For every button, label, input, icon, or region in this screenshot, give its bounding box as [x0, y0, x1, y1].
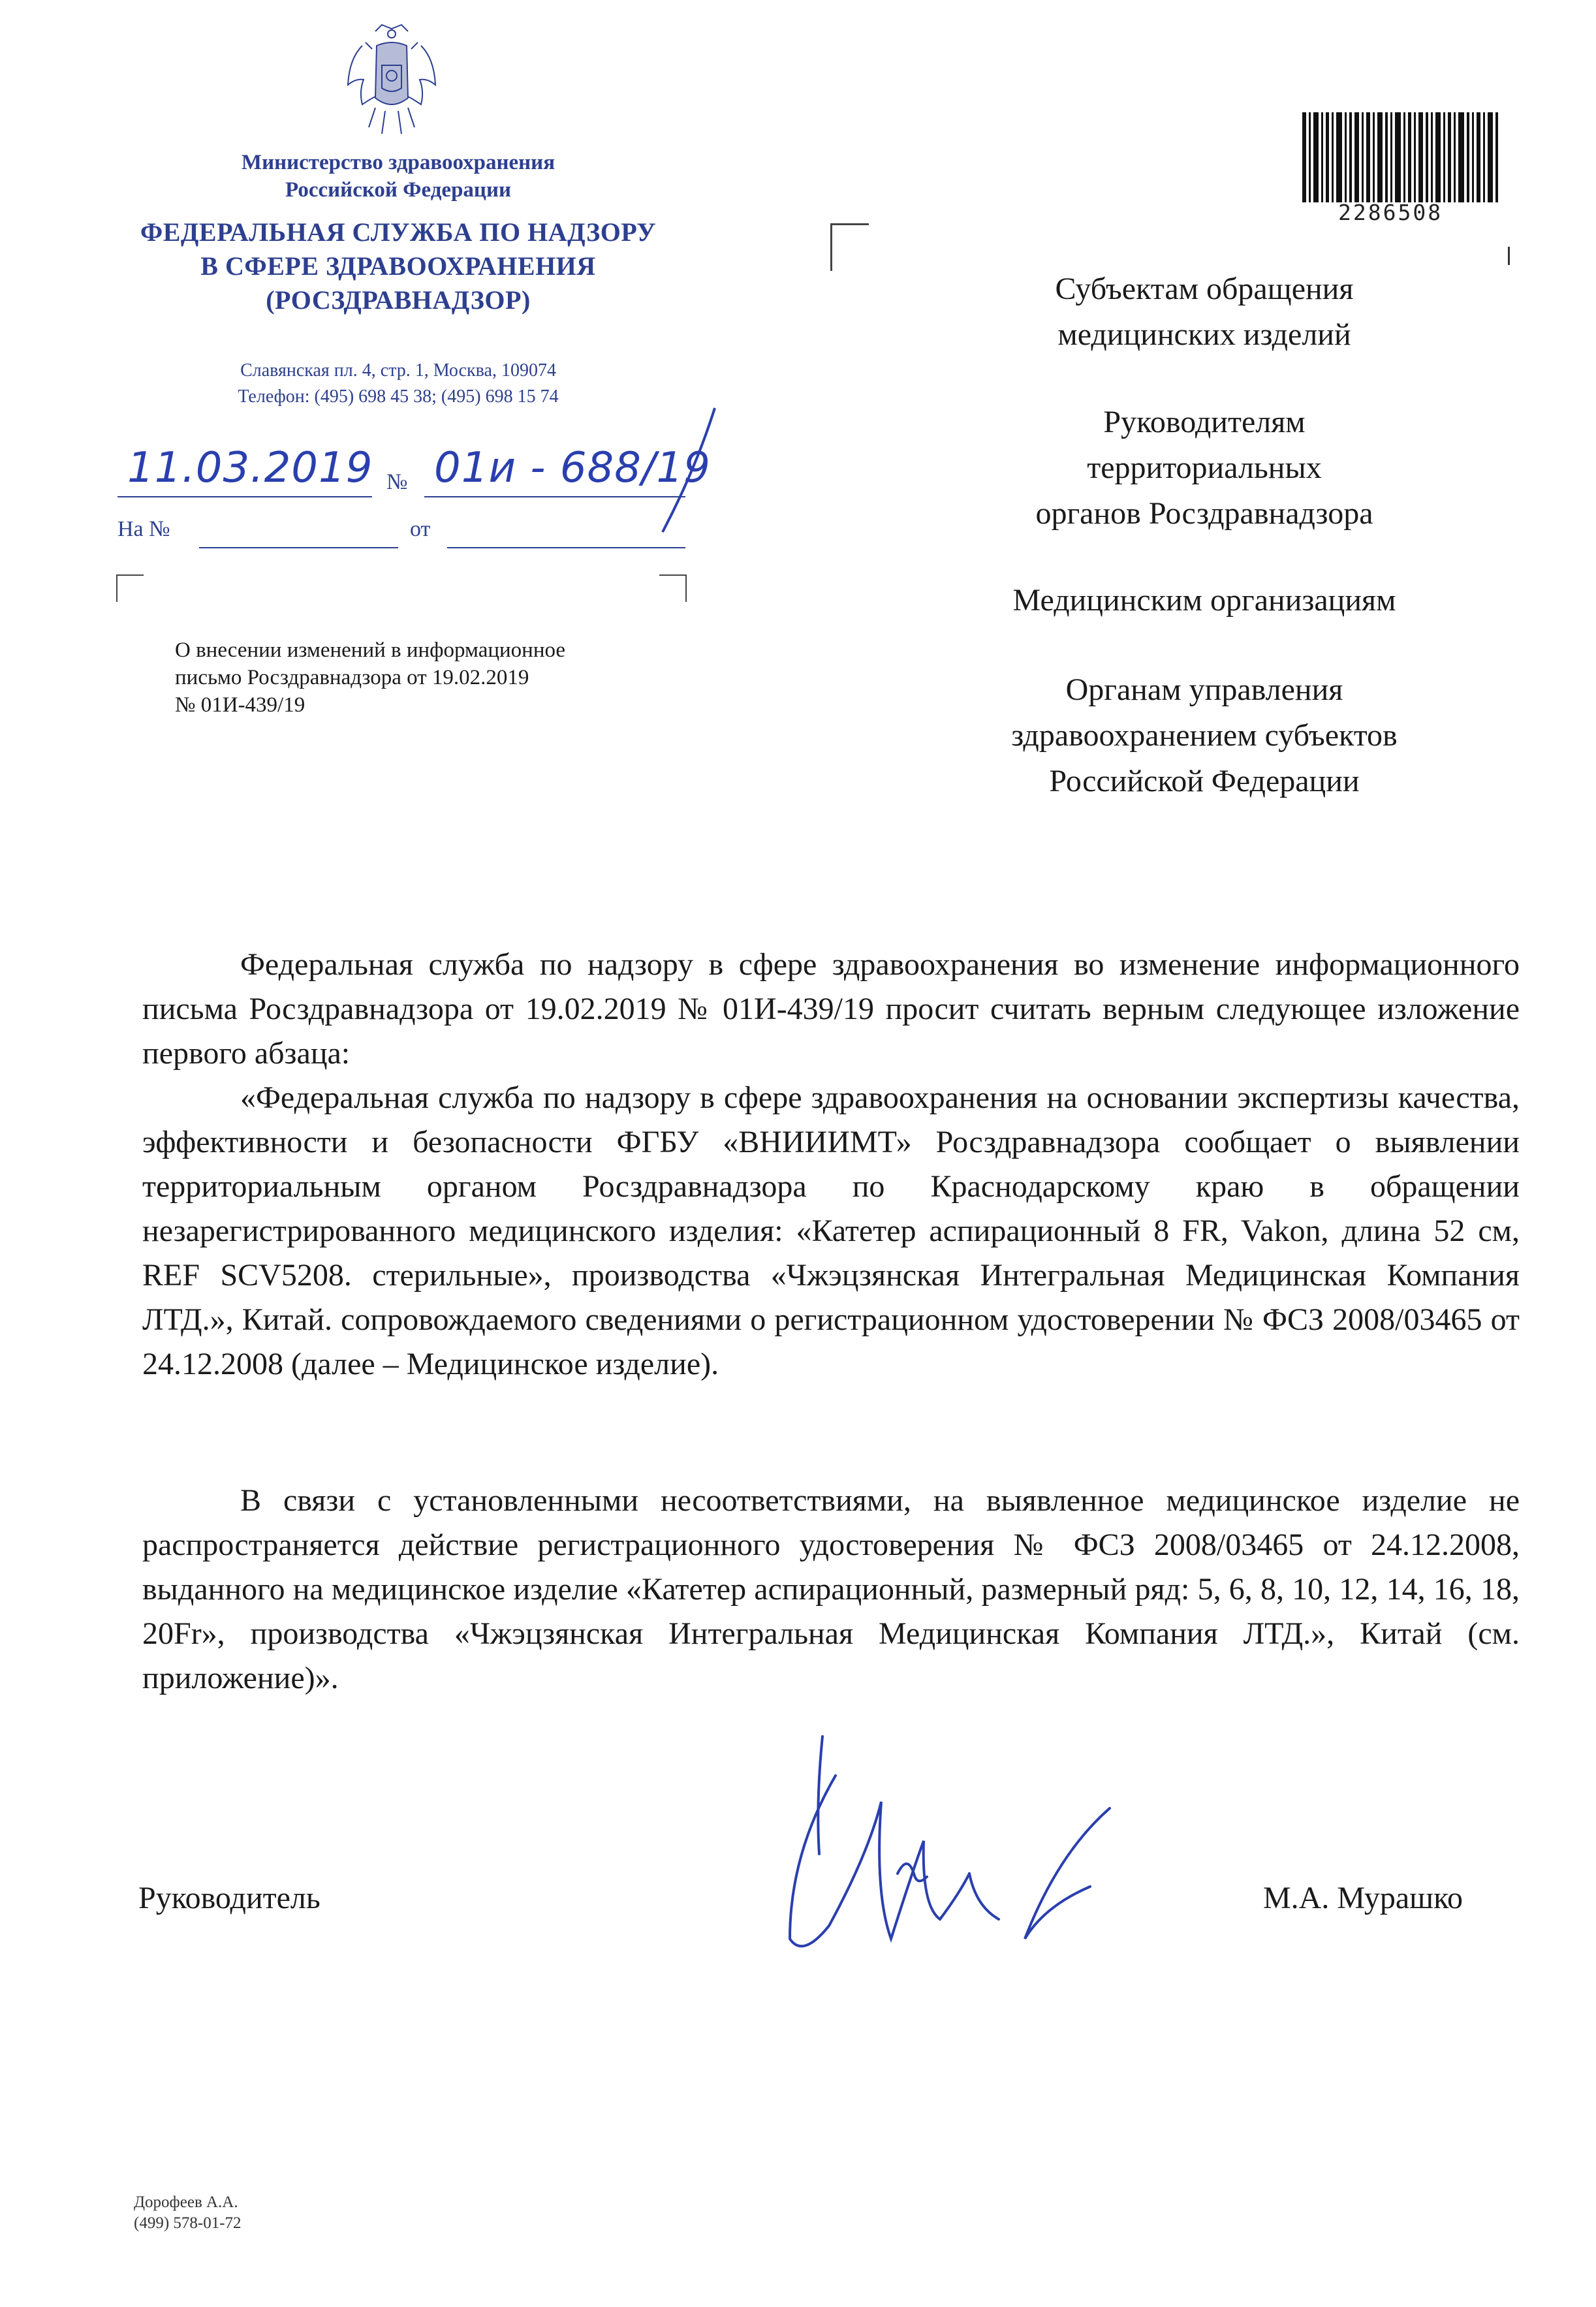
- signatory-position: Руководитель: [138, 1881, 321, 1915]
- ministry-name: [117, 149, 679, 204]
- number-underline: [424, 496, 685, 497]
- from-underline: [447, 547, 685, 548]
- recipient-line: Органам управления: [1065, 672, 1343, 707]
- body-paragraph-2: «Федеральная служба по надзору в сфере здравоохранения на основании экспертизы качества, эффективности и безопасности ФГБУ «ВНИИИМТ» Росздравнадзора сообщает о выявлении территориальным органом Росздравнадзора по Краснодарскому краю в обращении незарегистрированного медицинского изделия: «Катетер аспирационный 8 FR, Vakon, длина 52 см, REF SCV5208. стерильные», производства «Чжэцзянская Интегральная Медицинская Компания ЛТД.», Китай. сопровождаемого сведениями о регистрационном удостоверении № ФСЗ 2008/03465 от 24.12.2008 (далее – Медицинское изделие).: [142, 1080, 1520, 1381]
- registration-number: 01и - 688/19: [434, 444, 711, 492]
- signatory-name: М.А. Мурашко: [1263, 1881, 1463, 1915]
- subject-line-3: № 01И-439/19: [175, 693, 305, 717]
- date-underline: [117, 496, 372, 497]
- ministry-line-1: Министерство здравоохранения: [241, 151, 555, 174]
- recipient-line: здравоохранением субъектов: [1011, 718, 1398, 753]
- reply-label: На №: [117, 517, 170, 541]
- body-paragraph-1: Федеральная служба по надзору в сфере здравоохранения во изменение информационного письма Росздравнадзора от 19.02.2019 № 01И-439/19 просит считать верным следующее изложение первого абзаца:: [142, 947, 1520, 1071]
- handwritten-signature: [751, 1723, 1116, 1998]
- service-line-3: (РОСЗДРАВНАДЗОР): [266, 285, 531, 315]
- executor-info: [134, 2192, 242, 2234]
- handwritten-slash: [649, 405, 734, 535]
- barcode: [1302, 112, 1498, 202]
- recipient-3: [901, 578, 1508, 623]
- corner-bracket-right: [659, 574, 687, 602]
- recipient-line: органов Росздравнадзора: [1035, 496, 1373, 531]
- recipient-1: [901, 266, 1508, 358]
- number-sign: №: [386, 470, 408, 494]
- coat-of-arms-emblem: [336, 20, 447, 150]
- ministry-line-2: Российской Федерации: [285, 178, 511, 202]
- subject-block: [175, 636, 717, 719]
- corner-bracket-recipient: [830, 223, 869, 271]
- address-line: Славянская пл. 4, стр. 1, Москва, 109074: [240, 360, 556, 381]
- executor-phone: (499) 578-01-72: [134, 2214, 242, 2232]
- subject-line-1: О внесении изменений в информационное: [175, 638, 566, 662]
- recipient-2: [901, 400, 1508, 537]
- service-address: [131, 358, 666, 410]
- recipient-line: медицинских изделий: [1057, 317, 1351, 352]
- subject-line-2: письмо Росздравнадзора от 19.02.2019: [175, 666, 529, 689]
- from-label: от: [410, 517, 431, 541]
- phone-line: Телефон: (495) 698 45 38; (495) 698 15 74: [238, 386, 559, 407]
- registration-date: 11.03.2019: [127, 444, 373, 492]
- recipient-4: [901, 667, 1508, 804]
- recipient-line: Субъектам обращения: [1055, 272, 1354, 306]
- margin-tick: [1508, 247, 1510, 265]
- body-paragraph-3: В связи с установленными несоответствиями, на выявленное медицинское изделие не распространяется действие регистрационного удостоверения № ФСЗ 2008/03465 от 24.12.2008, выданного на медицинское изделие «Катетер аспирационный, размерный ряд: 5, 6, 8, 10, 12, 14, 16, 18, 20Fr», производства «Чжэцзянская Интегральная Медицинская Компания ЛТД.», Китай (см. приложение)».: [142, 1483, 1520, 1695]
- reply-underline: [199, 547, 398, 548]
- corner-bracket-left: [116, 574, 144, 602]
- recipient-line: территориальных: [1087, 450, 1322, 485]
- executor-name: Дорофеев А.А.: [134, 2193, 238, 2211]
- service-line-2: В СФЕРЕ ЗДРАВООХРАНЕНИЯ: [200, 251, 596, 281]
- service-name: [91, 215, 705, 317]
- service-line-1: ФЕДЕРАЛЬНАЯ СЛУЖБА ПО НАДЗОРУ: [140, 217, 657, 247]
- recipient-line: Руководителям: [1103, 405, 1306, 439]
- recipient-line: Медицинским организациям: [1012, 583, 1396, 618]
- recipient-line: Российской Федерации: [1049, 764, 1360, 798]
- barcode-number: 2286508: [1338, 200, 1443, 225]
